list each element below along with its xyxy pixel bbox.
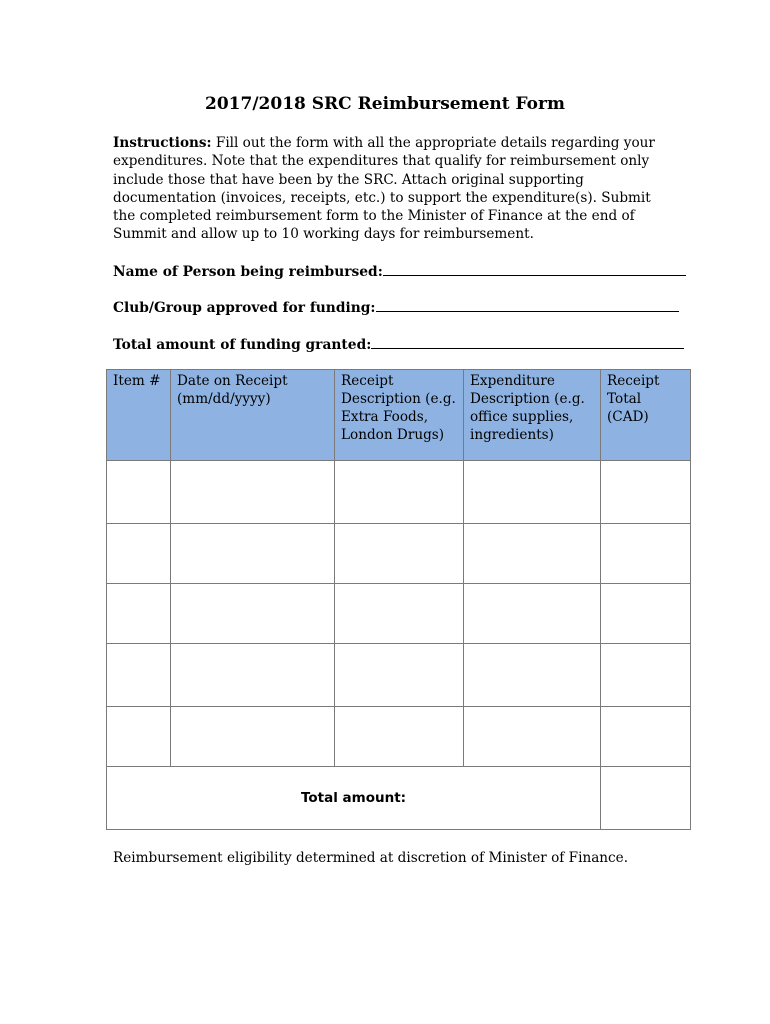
instructions-label: Instructions: xyxy=(113,135,212,151)
cell-receipt-total[interactable] xyxy=(601,461,691,524)
total-row xyxy=(107,767,691,830)
header-item: Item # xyxy=(107,370,171,461)
cell-date[interactable] xyxy=(171,524,335,584)
cell-expenditure-description[interactable] xyxy=(464,524,601,584)
table-row xyxy=(107,644,691,707)
club-field xyxy=(113,298,679,316)
cell-date[interactable] xyxy=(171,584,335,644)
table-row xyxy=(107,461,691,524)
form-title: 2017/2018 SRC Reimbursement Form xyxy=(205,94,565,114)
cell-receipt-total[interactable] xyxy=(601,584,691,644)
funding-total-field xyxy=(113,335,684,353)
cell-expenditure-description[interactable] xyxy=(464,584,601,644)
club-field-label: Club/Group approved for funding: xyxy=(113,300,376,316)
club-field-blank[interactable] xyxy=(376,298,679,312)
cell-expenditure-description[interactable] xyxy=(464,644,601,707)
cell-receipt-total[interactable] xyxy=(601,524,691,584)
name-field-blank[interactable] xyxy=(383,262,686,276)
instructions-paragraph xyxy=(113,134,668,244)
table-header-row xyxy=(107,370,691,461)
funding-total-field-blank[interactable] xyxy=(371,335,684,349)
total-amount-cell[interactable] xyxy=(601,767,691,830)
cell-receipt-description[interactable] xyxy=(335,584,464,644)
cell-item[interactable] xyxy=(107,707,171,767)
name-field xyxy=(113,262,686,280)
cell-item[interactable] xyxy=(107,644,171,707)
table-row xyxy=(107,707,691,767)
header-receipt-total: Receipt Total (CAD) xyxy=(601,370,691,461)
name-field-label: Name of Person being reimbursed: xyxy=(113,264,383,280)
funding-total-field-label: Total amount of funding granted: xyxy=(113,337,372,353)
header-receipt-description: Receipt Description (e.g. Extra Foods, London Drugs) xyxy=(335,370,464,461)
eligibility-note: Reimbursement eligibility determined at discretion of Minister of Finance. xyxy=(113,850,629,866)
cell-receipt-total[interactable] xyxy=(601,644,691,707)
cell-receipt-description[interactable] xyxy=(335,644,464,707)
header-date: Date on Receipt (mm/dd/yyyy) xyxy=(171,370,335,461)
cell-expenditure-description[interactable] xyxy=(464,461,601,524)
cell-receipt-description[interactable] xyxy=(335,461,464,524)
instructions-text: Fill out the form with all the appropriate details regarding your expenditures. Note that the expenditures that qualify for reimbursement only include those that have been by the SRC. Attach original supporting documentation (invoices, receipts, etc.) to support the expenditure(s). Submit the completed reimbursement form to the Minister of Finance at the end of Summit and allow up to 10 working days for reimbursement. xyxy=(113,135,655,243)
cell-receipt-description[interactable] xyxy=(335,707,464,767)
cell-item[interactable] xyxy=(107,524,171,584)
cell-receipt-total[interactable] xyxy=(601,707,691,767)
cell-item[interactable] xyxy=(107,584,171,644)
cell-expenditure-description[interactable] xyxy=(464,707,601,767)
cell-item[interactable] xyxy=(107,461,171,524)
total-amount-label: Total amount: xyxy=(107,767,601,830)
reimbursement-table xyxy=(106,369,691,830)
cell-receipt-description[interactable] xyxy=(335,524,464,584)
table-row xyxy=(107,524,691,584)
table-row xyxy=(107,584,691,644)
header-expenditure-description: Expenditure Description (e.g. office supplies, ingredients) xyxy=(464,370,601,461)
cell-date[interactable] xyxy=(171,644,335,707)
cell-date[interactable] xyxy=(171,461,335,524)
cell-date[interactable] xyxy=(171,707,335,767)
